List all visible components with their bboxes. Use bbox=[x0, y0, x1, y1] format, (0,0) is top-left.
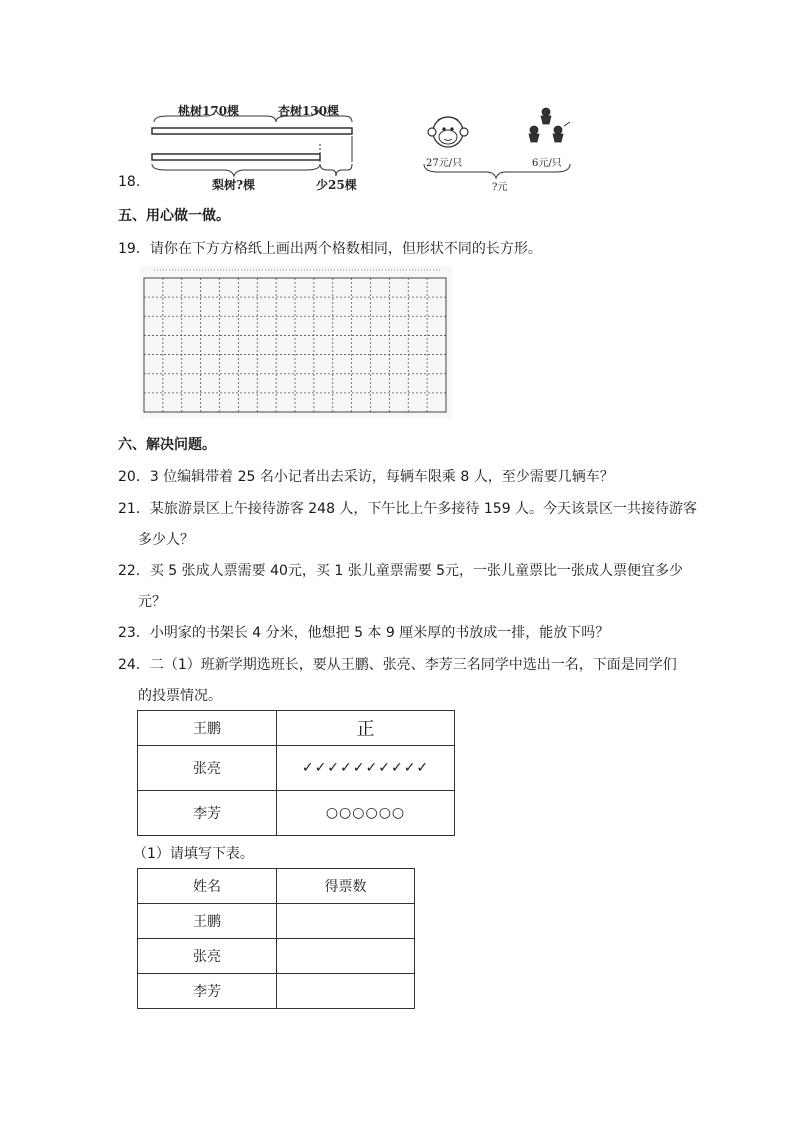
section-6-title: 六、解决问题。 bbox=[118, 437, 216, 453]
q22-line2: 元？ bbox=[138, 594, 166, 610]
label-pear: 梨树?棵 bbox=[212, 178, 256, 192]
grid-paper[interactable] bbox=[140, 266, 452, 418]
q21-line1: 21．某旅游景区上午接待游客 248 人，下午比上午多接待 159 人。今天该景区一共接待游客 bbox=[118, 501, 698, 517]
vote-row bbox=[138, 746, 455, 791]
q19-text: 19．请你在下方方格纸上画出两个格数相同，但形状不同的长方形。 bbox=[118, 241, 542, 257]
fill-row bbox=[138, 974, 415, 1009]
label-less: 少25棵 bbox=[316, 178, 357, 192]
q20-text: 20．3 位编辑带着 25 名小记者出去采访，每辆车限乘 8 人，至少需要几辆车？ bbox=[118, 469, 614, 485]
fill-row bbox=[138, 939, 415, 974]
total-price: ?元 bbox=[492, 182, 508, 193]
grid-svg bbox=[140, 266, 452, 418]
q24-sub1: （1）请填写下表。 bbox=[133, 846, 254, 862]
fill-count-cell[interactable] bbox=[277, 904, 415, 939]
label-apricot: 杏树130棵 bbox=[278, 104, 340, 118]
vote-row bbox=[138, 711, 455, 746]
q18-tree-diagram bbox=[148, 100, 360, 190]
monkey-icon bbox=[428, 117, 468, 147]
q18-shop-diagram bbox=[420, 104, 580, 192]
q18-number: 18. bbox=[118, 174, 141, 190]
fill-count-cell[interactable] bbox=[277, 974, 415, 1009]
q22-line1: 22．买 5 张成人票需要 40元，买 1 张儿童票需要 5元，一张儿童票比一张成人票便宜多少 bbox=[118, 563, 684, 579]
fill-table bbox=[137, 868, 415, 1009]
vote-name: 王鹏 bbox=[138, 711, 277, 746]
price-monkey: 27元/只 bbox=[426, 158, 463, 169]
price-toy: 6元/只 bbox=[532, 158, 562, 169]
section-5-title: 五、用心做一做。 bbox=[118, 208, 230, 224]
fill-count-cell[interactable] bbox=[277, 939, 415, 974]
vote-mark: ✓✓✓✓✓✓✓✓✓✓ bbox=[277, 746, 455, 791]
label-peach: 桃树170棵 bbox=[178, 104, 240, 118]
vote-table bbox=[137, 710, 455, 836]
fill-name: 李芳 bbox=[138, 974, 277, 1009]
header-count: 得票数 bbox=[277, 869, 415, 904]
q23-text: 23．小明家的书架长 4 分米，他想把 5 本 9 厘米厚的书放成一排，能放下吗？ bbox=[118, 625, 610, 641]
vote-row bbox=[138, 791, 455, 836]
vote-mark: 正 bbox=[277, 711, 455, 746]
q24-line2: 的投票情况。 bbox=[138, 688, 222, 704]
fill-name: 张亮 bbox=[138, 939, 277, 974]
fill-row bbox=[138, 904, 415, 939]
q21-line2: 多少人？ bbox=[138, 532, 194, 548]
fill-name: 王鹏 bbox=[138, 904, 277, 939]
fill-header-row bbox=[138, 869, 415, 904]
q24-line1: 24．二（1）班新学期选班长，要从王鹏、张亮、李芳三名同学中选出一名，下面是同学们 bbox=[118, 657, 677, 673]
vote-name: 张亮 bbox=[138, 746, 277, 791]
vote-mark: ○○○○○○ bbox=[277, 791, 455, 836]
small-toys-icon bbox=[529, 108, 570, 142]
header-name: 姓名 bbox=[138, 869, 277, 904]
vote-name: 李芳 bbox=[138, 791, 277, 836]
